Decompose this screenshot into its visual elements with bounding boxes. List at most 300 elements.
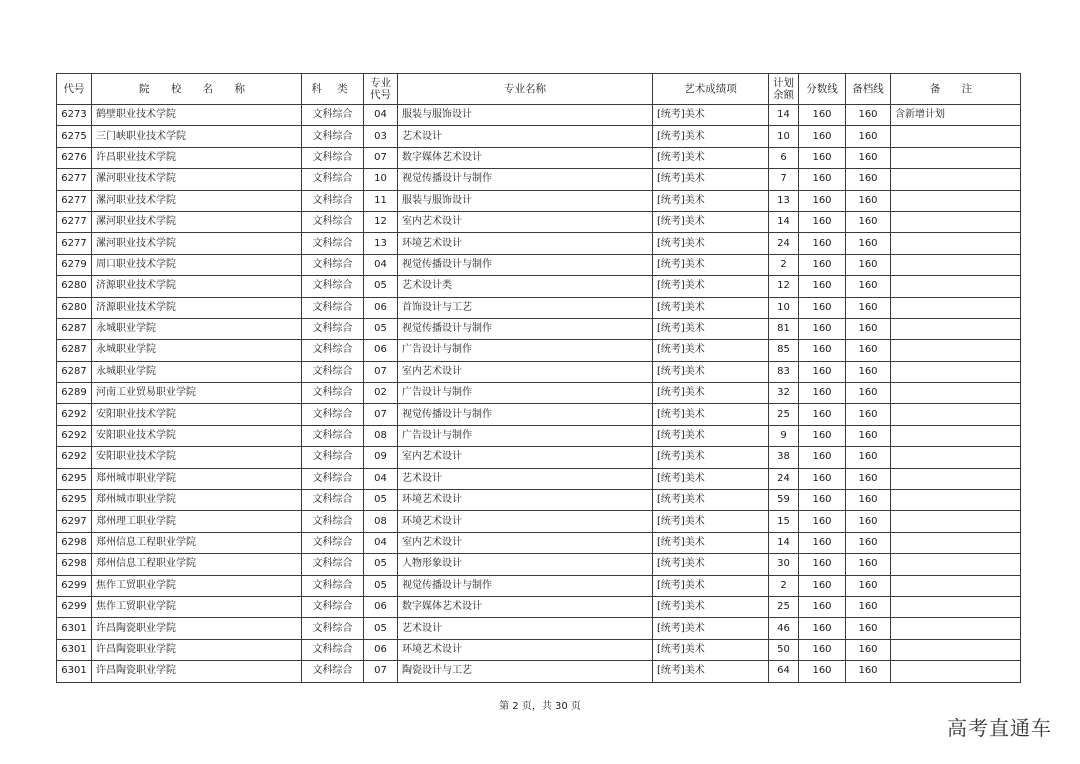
cell-category: 文科综合 (302, 661, 364, 682)
cell-major-name: 环境艺术设计 (398, 233, 653, 254)
cell-art-item: [统考]美术 (653, 318, 769, 339)
cell-plan-balance: 14 (769, 211, 799, 232)
cell-major-code: 04 (364, 532, 398, 553)
cell-plan-balance: 38 (769, 447, 799, 468)
table-row (57, 233, 1021, 254)
cell-backup-line: 160 (846, 490, 891, 511)
cell-plan-balance: 83 (769, 361, 799, 382)
table-row (57, 126, 1021, 147)
cell-score-line: 160 (799, 490, 846, 511)
cell-remarks (891, 511, 1021, 532)
cell-category: 文科综合 (302, 147, 364, 168)
cell-backup-line: 160 (846, 254, 891, 275)
cell-art-item: [统考]美术 (653, 575, 769, 596)
cell-school: 周口职业技术学院 (92, 254, 302, 275)
cell-plan-balance: 30 (769, 554, 799, 575)
cell-school: 焦作工贸职业学院 (92, 575, 302, 596)
cell-school: 郑州信息工程职业学院 (92, 532, 302, 553)
cell-art-item: [统考]美术 (653, 190, 769, 211)
cell-remarks: 含新增计划 (891, 105, 1021, 126)
cell-major-name: 视觉传播设计与制作 (398, 169, 653, 190)
table-row (57, 511, 1021, 532)
cell-remarks (891, 318, 1021, 339)
cell-plan-balance: 24 (769, 233, 799, 254)
header-major-name: 专业名称 (398, 74, 653, 105)
cell-score-line: 160 (799, 532, 846, 553)
cell-plan-balance: 85 (769, 340, 799, 361)
table-row (57, 361, 1021, 382)
cell-remarks (891, 618, 1021, 639)
cell-major-name: 视觉传播设计与制作 (398, 254, 653, 275)
cell-backup-line: 160 (846, 596, 891, 617)
cell-plan-balance: 9 (769, 425, 799, 446)
cell-score-line: 160 (799, 361, 846, 382)
cell-remarks (891, 596, 1021, 617)
cell-category: 文科综合 (302, 297, 364, 318)
cell-major-code: 05 (364, 575, 398, 596)
table-row (57, 276, 1021, 297)
cell-art-item: [统考]美术 (653, 425, 769, 446)
cell-code: 6292 (57, 404, 92, 425)
header-major-code-line1: 专业 (370, 77, 391, 89)
cell-art-item: [统考]美术 (653, 169, 769, 190)
cell-backup-line: 160 (846, 532, 891, 553)
cell-score-line: 160 (799, 618, 846, 639)
cell-school: 郑州城市职业学院 (92, 468, 302, 489)
cell-remarks (891, 276, 1021, 297)
cell-plan-balance: 15 (769, 511, 799, 532)
cell-score-line: 160 (799, 383, 846, 404)
table-row (57, 468, 1021, 489)
cell-art-item: [统考]美术 (653, 447, 769, 468)
cell-remarks (891, 575, 1021, 596)
cell-backup-line: 160 (846, 618, 891, 639)
cell-major-code: 07 (364, 361, 398, 382)
header-school: 院 校 名 称 (92, 74, 302, 105)
header-category: 科 类 (302, 74, 364, 105)
cell-code: 6295 (57, 468, 92, 489)
table-row (57, 618, 1021, 639)
cell-category: 文科综合 (302, 126, 364, 147)
cell-score-line: 160 (799, 297, 846, 318)
table-row (57, 661, 1021, 682)
cell-remarks (891, 661, 1021, 682)
cell-category: 文科综合 (302, 318, 364, 339)
cell-backup-line: 160 (846, 404, 891, 425)
cell-major-code: 05 (364, 618, 398, 639)
cell-remarks (891, 126, 1021, 147)
cell-score-line: 160 (799, 340, 846, 361)
cell-school: 鹤壁职业技术学院 (92, 105, 302, 126)
table-row (57, 447, 1021, 468)
cell-category: 文科综合 (302, 276, 364, 297)
cell-major-name: 服装与服饰设计 (398, 105, 653, 126)
cell-backup-line: 160 (846, 383, 891, 404)
cell-category: 文科综合 (302, 361, 364, 382)
cell-code: 6289 (57, 383, 92, 404)
cell-code: 6297 (57, 511, 92, 532)
cell-category: 文科综合 (302, 554, 364, 575)
cell-category: 文科综合 (302, 575, 364, 596)
cell-major-name: 首饰设计与工艺 (398, 297, 653, 318)
cell-code: 6277 (57, 190, 92, 211)
cell-score-line: 160 (799, 661, 846, 682)
cell-art-item: [统考]美术 (653, 254, 769, 275)
cell-code: 6287 (57, 318, 92, 339)
cell-major-name: 广告设计与制作 (398, 383, 653, 404)
cell-score-line: 160 (799, 596, 846, 617)
cell-major-code: 04 (364, 254, 398, 275)
header-major-code (364, 74, 398, 105)
cell-major-name: 环境艺术设计 (398, 639, 653, 660)
table-row (57, 490, 1021, 511)
cell-major-name: 人物形象设计 (398, 554, 653, 575)
cell-code: 6277 (57, 233, 92, 254)
table-row (57, 105, 1021, 126)
table-row (57, 383, 1021, 404)
cell-remarks (891, 147, 1021, 168)
cell-major-name: 数字媒体艺术设计 (398, 147, 653, 168)
cell-major-name: 室内艺术设计 (398, 447, 653, 468)
cell-major-code: 04 (364, 105, 398, 126)
cell-code: 6287 (57, 340, 92, 361)
cell-school: 济源职业技术学院 (92, 297, 302, 318)
cell-backup-line: 160 (846, 511, 891, 532)
cell-category: 文科综合 (302, 596, 364, 617)
cell-school: 永城职业学院 (92, 340, 302, 361)
cell-category: 文科综合 (302, 169, 364, 190)
cell-major-code: 04 (364, 468, 398, 489)
cell-major-code: 06 (364, 297, 398, 318)
cell-plan-balance: 10 (769, 126, 799, 147)
table-body (57, 105, 1021, 683)
cell-remarks (891, 447, 1021, 468)
cell-plan-balance: 25 (769, 596, 799, 617)
cell-backup-line: 160 (846, 233, 891, 254)
cell-code: 6301 (57, 661, 92, 682)
brand-watermark: 高考直通车 (947, 716, 1052, 740)
cell-school: 永城职业学院 (92, 318, 302, 339)
cell-school: 郑州信息工程职业学院 (92, 554, 302, 575)
table-row (57, 575, 1021, 596)
cell-category: 文科综合 (302, 404, 364, 425)
cell-major-code: 13 (364, 233, 398, 254)
cell-category: 文科综合 (302, 190, 364, 211)
header-remarks: 备 注 (891, 74, 1021, 105)
cell-plan-balance: 6 (769, 147, 799, 168)
cell-code: 6301 (57, 639, 92, 660)
cell-art-item: [统考]美术 (653, 468, 769, 489)
cell-plan-balance: 2 (769, 254, 799, 275)
cell-school: 安阳职业技术学院 (92, 404, 302, 425)
cell-school: 永城职业学院 (92, 361, 302, 382)
cell-art-item: [统考]美术 (653, 511, 769, 532)
cell-plan-balance: 64 (769, 661, 799, 682)
cell-art-item: [统考]美术 (653, 211, 769, 232)
cell-category: 文科综合 (302, 511, 364, 532)
cell-remarks (891, 468, 1021, 489)
cell-major-code: 08 (364, 511, 398, 532)
cell-art-item: [统考]美术 (653, 618, 769, 639)
cell-art-item: [统考]美术 (653, 361, 769, 382)
cell-code: 6287 (57, 361, 92, 382)
table-row (57, 532, 1021, 553)
table-row (57, 596, 1021, 617)
table-row (57, 211, 1021, 232)
cell-score-line: 160 (799, 639, 846, 660)
cell-backup-line: 160 (846, 361, 891, 382)
cell-category: 文科综合 (302, 105, 364, 126)
cell-major-name: 艺术设计类 (398, 276, 653, 297)
cell-major-name: 环境艺术设计 (398, 511, 653, 532)
cell-remarks (891, 404, 1021, 425)
cell-backup-line: 160 (846, 169, 891, 190)
cell-plan-balance: 2 (769, 575, 799, 596)
cell-backup-line: 160 (846, 661, 891, 682)
cell-plan-balance: 7 (769, 169, 799, 190)
cell-art-item: [统考]美术 (653, 126, 769, 147)
cell-art-item: [统考]美术 (653, 340, 769, 361)
cell-code: 6301 (57, 618, 92, 639)
cell-school: 三门峡职业技术学院 (92, 126, 302, 147)
cell-school: 郑州理工职业学院 (92, 511, 302, 532)
cell-art-item: [统考]美术 (653, 297, 769, 318)
header-major-code-line2: 代号 (370, 89, 391, 101)
cell-score-line: 160 (799, 276, 846, 297)
header-score-line: 分数线 (799, 74, 846, 105)
cell-remarks (891, 532, 1021, 553)
cell-remarks (891, 297, 1021, 318)
header-code: 代号 (57, 74, 92, 105)
cell-backup-line: 160 (846, 639, 891, 660)
table-row (57, 254, 1021, 275)
cell-remarks (891, 211, 1021, 232)
cell-major-name: 环境艺术设计 (398, 490, 653, 511)
cell-plan-balance: 14 (769, 105, 799, 126)
cell-backup-line: 160 (846, 190, 891, 211)
cell-code: 6273 (57, 105, 92, 126)
cell-plan-balance: 59 (769, 490, 799, 511)
cell-art-item: [统考]美术 (653, 233, 769, 254)
cell-category: 文科综合 (302, 254, 364, 275)
cell-major-code: 11 (364, 190, 398, 211)
cell-school: 安阳职业技术学院 (92, 447, 302, 468)
cell-category: 文科综合 (302, 639, 364, 660)
cell-school: 漯河职业技术学院 (92, 169, 302, 190)
cell-backup-line: 160 (846, 211, 891, 232)
cell-major-code: 06 (364, 596, 398, 617)
cell-code: 6298 (57, 532, 92, 553)
cell-score-line: 160 (799, 468, 846, 489)
cell-major-code: 05 (364, 276, 398, 297)
cell-backup-line: 160 (846, 276, 891, 297)
cell-plan-balance: 12 (769, 276, 799, 297)
cell-category: 文科综合 (302, 383, 364, 404)
cell-major-code: 05 (364, 318, 398, 339)
cell-school: 许昌陶瓷职业学院 (92, 618, 302, 639)
cell-major-name: 广告设计与制作 (398, 340, 653, 361)
table-row (57, 554, 1021, 575)
cell-major-code: 06 (364, 639, 398, 660)
cell-score-line: 160 (799, 447, 846, 468)
cell-major-code: 03 (364, 126, 398, 147)
header-backup-line: 备档线 (846, 74, 891, 105)
cell-school: 许昌职业技术学院 (92, 147, 302, 168)
cell-major-code: 06 (364, 340, 398, 361)
cell-code: 6299 (57, 575, 92, 596)
cell-plan-balance: 24 (769, 468, 799, 489)
cell-score-line: 160 (799, 105, 846, 126)
cell-major-code: 07 (364, 404, 398, 425)
header-plan-line2: 余额 (773, 89, 794, 101)
cell-plan-balance: 10 (769, 297, 799, 318)
cell-score-line: 160 (799, 233, 846, 254)
cell-code: 6277 (57, 169, 92, 190)
cell-major-name: 室内艺术设计 (398, 532, 653, 553)
cell-major-name: 服装与服饰设计 (398, 190, 653, 211)
cell-score-line: 160 (799, 211, 846, 232)
cell-backup-line: 160 (846, 340, 891, 361)
cell-school: 许昌陶瓷职业学院 (92, 639, 302, 660)
cell-remarks (891, 169, 1021, 190)
table-row (57, 318, 1021, 339)
cell-score-line: 160 (799, 254, 846, 275)
cell-school: 漯河职业技术学院 (92, 211, 302, 232)
cell-code: 6279 (57, 254, 92, 275)
cell-art-item: [统考]美术 (653, 596, 769, 617)
cell-major-name: 数字媒体艺术设计 (398, 596, 653, 617)
cell-remarks (891, 190, 1021, 211)
table-row (57, 297, 1021, 318)
cell-code: 6276 (57, 147, 92, 168)
cell-major-name: 艺术设计 (398, 126, 653, 147)
cell-code: 6280 (57, 276, 92, 297)
table-row (57, 190, 1021, 211)
cell-remarks (891, 490, 1021, 511)
cell-code: 6292 (57, 425, 92, 446)
cell-major-code: 07 (364, 661, 398, 682)
cell-code: 6298 (57, 554, 92, 575)
cell-plan-balance: 50 (769, 639, 799, 660)
cell-plan-balance: 14 (769, 532, 799, 553)
cell-code: 6275 (57, 126, 92, 147)
cell-score-line: 160 (799, 425, 846, 446)
cell-school: 济源职业技术学院 (92, 276, 302, 297)
header-plan-line1: 计划 (773, 77, 794, 89)
cell-code: 6299 (57, 596, 92, 617)
cell-remarks (891, 340, 1021, 361)
cell-major-code: 09 (364, 447, 398, 468)
admissions-table (56, 73, 1021, 683)
cell-category: 文科综合 (302, 618, 364, 639)
cell-major-name: 艺术设计 (398, 468, 653, 489)
table-row (57, 340, 1021, 361)
cell-school: 漯河职业技术学院 (92, 190, 302, 211)
table-row (57, 147, 1021, 168)
cell-remarks (891, 254, 1021, 275)
cell-score-line: 160 (799, 318, 846, 339)
cell-plan-balance: 13 (769, 190, 799, 211)
cell-backup-line: 160 (846, 425, 891, 446)
cell-art-item: [统考]美术 (653, 661, 769, 682)
cell-art-item: [统考]美术 (653, 383, 769, 404)
cell-major-name: 室内艺术设计 (398, 211, 653, 232)
cell-backup-line: 160 (846, 105, 891, 126)
admissions-sheet (56, 73, 1021, 683)
cell-backup-line: 160 (846, 297, 891, 318)
table-row (57, 639, 1021, 660)
cell-remarks (891, 639, 1021, 660)
cell-major-name: 陶瓷设计与工艺 (398, 661, 653, 682)
cell-major-code: 02 (364, 383, 398, 404)
cell-score-line: 160 (799, 147, 846, 168)
cell-backup-line: 160 (846, 447, 891, 468)
cell-plan-balance: 32 (769, 383, 799, 404)
cell-major-name: 艺术设计 (398, 618, 653, 639)
table-row (57, 404, 1021, 425)
cell-major-code: 08 (364, 425, 398, 446)
cell-category: 文科综合 (302, 490, 364, 511)
cell-backup-line: 160 (846, 126, 891, 147)
header-plan-balance (769, 74, 799, 105)
cell-category: 文科综合 (302, 233, 364, 254)
table-header-row (57, 74, 1021, 105)
cell-code: 6295 (57, 490, 92, 511)
cell-school: 许昌陶瓷职业学院 (92, 661, 302, 682)
cell-art-item: [统考]美术 (653, 554, 769, 575)
cell-art-item: [统考]美术 (653, 404, 769, 425)
cell-art-item: [统考]美术 (653, 105, 769, 126)
header-art-item: 艺术成绩项 (653, 74, 769, 105)
cell-score-line: 160 (799, 404, 846, 425)
cell-major-code: 05 (364, 490, 398, 511)
cell-major-code: 12 (364, 211, 398, 232)
cell-art-item: [统考]美术 (653, 639, 769, 660)
cell-school: 漯河职业技术学院 (92, 233, 302, 254)
cell-category: 文科综合 (302, 340, 364, 361)
cell-category: 文科综合 (302, 532, 364, 553)
cell-school: 安阳职业技术学院 (92, 425, 302, 446)
cell-school: 郑州城市职业学院 (92, 490, 302, 511)
cell-major-name: 视觉传播设计与制作 (398, 318, 653, 339)
cell-score-line: 160 (799, 169, 846, 190)
cell-art-item: [统考]美术 (653, 276, 769, 297)
cell-category: 文科综合 (302, 211, 364, 232)
cell-remarks (891, 383, 1021, 404)
cell-backup-line: 160 (846, 468, 891, 489)
cell-school: 河南工业贸易职业学院 (92, 383, 302, 404)
table-row (57, 169, 1021, 190)
cell-remarks (891, 554, 1021, 575)
cell-remarks (891, 425, 1021, 446)
cell-code: 6280 (57, 297, 92, 318)
cell-backup-line: 160 (846, 575, 891, 596)
cell-backup-line: 160 (846, 318, 891, 339)
cell-code: 6277 (57, 211, 92, 232)
cell-score-line: 160 (799, 575, 846, 596)
cell-major-name: 室内艺术设计 (398, 361, 653, 382)
cell-art-item: [统考]美术 (653, 147, 769, 168)
cell-plan-balance: 81 (769, 318, 799, 339)
cell-art-item: [统考]美术 (653, 532, 769, 553)
table-row (57, 425, 1021, 446)
cell-category: 文科综合 (302, 425, 364, 446)
cell-score-line: 160 (799, 554, 846, 575)
cell-plan-balance: 25 (769, 404, 799, 425)
cell-code: 6292 (57, 447, 92, 468)
cell-category: 文科综合 (302, 447, 364, 468)
cell-plan-balance: 46 (769, 618, 799, 639)
